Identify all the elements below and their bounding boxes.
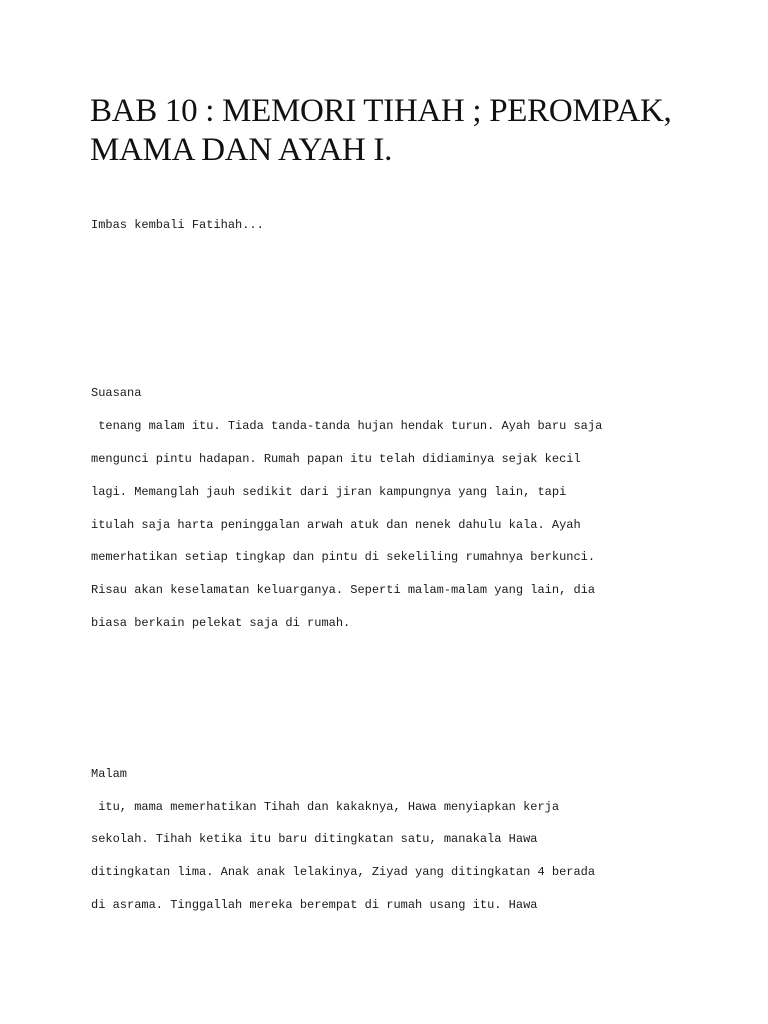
paragraph-1-line: lagi. Memanglah jauh sedikit dari jiran kampungnya yang lain, tapi [91,485,567,499]
paragraph-2-lead: Malam [91,767,128,781]
paragraph-1-lead: Suasana [91,386,142,400]
paragraph-1-line: tenang malam itu. Tiada tanda-tanda hujan hendak turun. Ayah baru saja [91,419,603,433]
chapter-title-line-2: MAMA DAN AYAH I. [90,132,393,168]
paragraph-2-line: itu, mama memerhatikan Tihah dan kakaknya, Hawa menyiapkan kerja [91,800,560,814]
paragraph-2-line: ditingkatan lima. Anak anak lelakinya, Ziyad yang ditingkatan 4 berada [91,865,596,879]
intro-text: Imbas kembali Fatihah... [91,218,264,232]
paragraph-1-line: Risau akan keselamatan keluarganya. Seperti malam-malam yang lain, dia [91,583,596,597]
chapter-title [90,92,730,170]
chapter-title-line-1: BAB 10 : MEMORI TIHAH ; PEROMPAK, [90,93,672,129]
paragraph-1-line: mengunci pintu hadapan. Rumah papan itu telah didiaminya sejak kecil [91,452,581,466]
paragraph-2-line: sekolah. Tihah ketika itu baru ditingkatan satu, manakala Hawa [91,832,538,846]
paragraph-1-line: memerhatikan setiap tingkap dan pintu di sekeliling rumahnya berkunci. [91,550,596,564]
paragraph-1-line: itulah saja harta peninggalan arwah atuk dan nenek dahulu kala. Ayah [91,518,581,532]
paragraph-2-line: di asrama. Tinggallah mereka berempat di rumah usang itu. Hawa [91,898,538,912]
paragraph-1-line: biasa berkain pelekat saja di rumah. [91,616,351,630]
